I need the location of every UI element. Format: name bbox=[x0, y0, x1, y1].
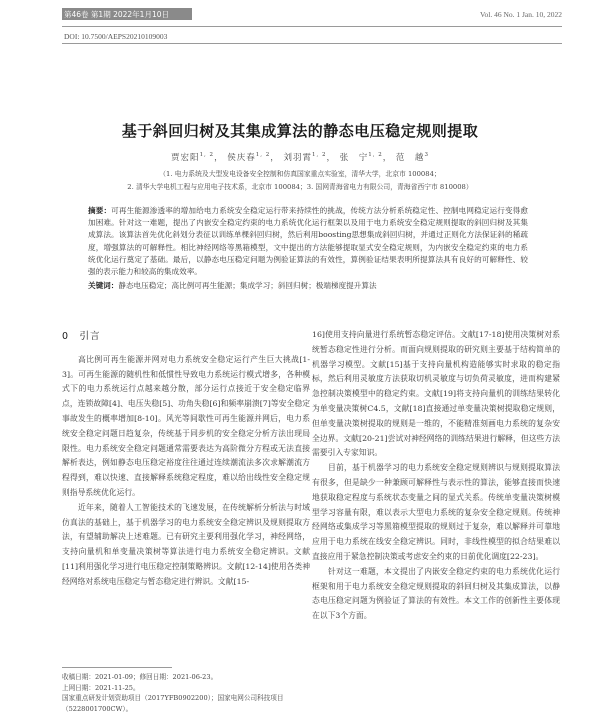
abstract-text: 可再生能源渗透率的增加给电力系统安全稳定运行带来持续性的挑战，传统方法分析系统稳定性、控制电网稳定运行变得愈加困难。针对这一难题，提出了内嵌安全稳定约束的电力系统优化运行框架以及用于电力系统安全稳定规则提取的斜回归树及其集成算法。该算法首先优化斜划分表征以训练单棵斜回归树，然后利用boosting思想集成斜回归树，并通过正则化方法保证斜的稀疏度，增强算法的可解释性。相比神经网络等黑箱模型，文中提出的方法能够提取显式安全稳定规则，为内嵌安全稳定约束的电力系统优化运行奠定了基础。最后，以静态电压稳定问题为例验证算法的有效性，算例验证结果表明所提算法具有良好的可解释性、较强的表示能力和较高的集成效率。 bbox=[88, 206, 529, 277]
author-affiliation-mark: 3 bbox=[424, 152, 429, 159]
doi: DOI: 10.7500/AEPS20210109003 bbox=[64, 32, 168, 41]
body-paragraph: 针对这一难题，本文提出了内嵌安全稳定约束的电力系统优化运行框架和用于电力系统安全稳定规则提取的斜回归树及其集成算法，以静态电压稳定问题为例验证了算法的有效性。本文工作的创新性主要体现在以下3个方面。 bbox=[312, 566, 560, 621]
paper-title: 基于斜回归树及其集成算法的静态电压稳定规则提取 bbox=[121, 122, 479, 140]
footnote-online: 上网日期：2021-11-25。 bbox=[62, 683, 140, 692]
author-list: 贾宏阳$^{1, 2}$， 侯庆春$^{1, 2}$， 刘羽霄$^{1, 2}$， 张 宁$^{1, 2}$， 范 越$^3$ bbox=[171, 152, 429, 163]
author-name: 范 越 bbox=[395, 153, 425, 163]
footnote-rule bbox=[62, 667, 172, 668]
author-name: 刘羽霄 bbox=[283, 153, 312, 163]
body-paragraph: 高比例可再生能源并网对电力系统安全稳定运行产生巨大挑战[1-3]。可再生能源的随机性和低惯性导致电力系统运行模式增多，各种模式下的电力系统运行点越来越分散，部分运行点接近于安全稳定临界点，连锁故障[4]、电压失稳[5]、功角失稳[6]和频率崩溃[7]等安全稳定事故发生的概率增加[8-10]。风光等间歇性可再生能源并网后，电力系统安全稳定问题日趋复杂，传统基于同步机的安全稳定分析方法出现局限性。电力系统安全稳定问题通常需要表达为高阶微分方程或无法直接解析表达，例如静态电压稳定裕度往往通过连续潮流法多次求解潮流方程得到，难以快速、直接解释系统稳定程度，难以给出线性安全稳定规则指导系统优化运行。 bbox=[62, 354, 310, 497]
keywords bbox=[88, 280, 528, 292]
section-heading-introduction: 0 引言 bbox=[62, 331, 101, 342]
affiliation-line-1: （1. 电力系统及大型发电设备安全控制和仿真国家重点实验室，清华大学，北京市 100084； bbox=[159, 170, 441, 178]
body-left-column bbox=[62, 330, 310, 590]
author-name: 贾宏阳 bbox=[171, 153, 200, 163]
author-affiliation-mark: 1, 2 bbox=[312, 152, 327, 159]
body-paragraph: 近年来，随着人工智能技术的飞速发展，在传统解析分析法与时域仿真法的基础上，基于机器学习的电力系统安全稳定辨识及规则提取方法，有望辅助解决上述难题。已有研究主要利用强化学习，神经网络，支持向量机和单变量决策树等算法进行电力系统安全稳定辨识。文献[11]利用强化学习进行电压稳定控制策略辨识。文献[12-14]使用各类神经网络对系统电压稳定与暂态稳定进行辨识。文献[15- bbox=[62, 502, 310, 586]
keywords-label: 关键词： bbox=[88, 281, 119, 291]
abstract-label: 摘要： bbox=[88, 206, 112, 215]
header-volume-en: Vol. 46 No. 1 Jan. 10, 2022 bbox=[480, 10, 562, 19]
author-name: 侯庆春 bbox=[227, 153, 256, 163]
body-right-column bbox=[312, 328, 560, 624]
author-affiliation-mark: 1, 2 bbox=[255, 152, 271, 159]
header-rule bbox=[62, 26, 562, 27]
author-affiliation-mark: 1, 2 bbox=[199, 152, 215, 159]
body-paragraph: 目前，基于机器学习的电力系统安全稳定规则辨识与规则提取算法有很多，但是缺少一种兼顾可解释性与表示性的算法，能够直接而快速地获取稳定程度与系统状态变量之间的显式关系。传统单变量决策树模型学习容量有限，难以表示大型电力系统的复杂安全稳定规则。传统神经网络或集成学习等黑箱模型提取的规则过于复杂，难以解释并可靠地应用于电力系统在线安全稳定辨识。同时，非线性模型的拟合结果难以直接应用于紧急控制决策或考虑安全约束的日前优化调度[22-23]。 bbox=[312, 463, 560, 561]
header-volume-cn: 第46卷 第1期 2022年1月10日 bbox=[64, 10, 169, 19]
body-paragraph: 16]使用支持向量进行系统暂态稳定评估。文献[17-18]使用决策树对系统暂态稳定性进行分析。而面向规则提取的研究则主要基于结构简单的机器学习模型。文献[15]基于支持向量机构造能够实时求取的稳定指标，然后利用灵敏度方法获取切机灵敏度与切负荷灵敏度，进而构建紧急控制决策模型中的稳定约束。文献[19]将支持向量机的训练结果转化为单变量决策树C4.5，文献[18]直接通过单变量决策树提取稳定规则，但单变量决策树提取的规则是一维的，不能精准刻画电力系统的复杂安全边界。文献[20-21]尝试对神经网络的训练结果进行解释，但这些方法需要引入专家知识。 bbox=[312, 330, 560, 458]
author-name: 张 宁 bbox=[339, 153, 369, 163]
affiliation-line-2: 2. 清华大学电机工程与应用电子技术系，北京市 100084；3. 国网青海省电力有限公司，青海省西宁市 810008） bbox=[127, 183, 473, 191]
abstract-block bbox=[88, 205, 528, 292]
keywords-text: 静态电压稳定；高比例可再生能源；集成学习；斜回归树；极端梯度提升算法 bbox=[118, 281, 377, 291]
author-affiliation-mark: 1, 2 bbox=[368, 152, 383, 159]
abstract bbox=[88, 205, 528, 278]
footnote-funding: 国家重点研发计划资助项目（2017YFB0902200）；国家电网公司科技项目（5228001700CW）。 bbox=[62, 694, 284, 713]
doi-rule bbox=[62, 43, 562, 44]
footnote-received: 收稿日期：2021-01-09；修回日期：2021-06-23。 bbox=[62, 673, 218, 681]
journal-header bbox=[0, 0, 600, 28]
footnotes bbox=[62, 672, 312, 714]
